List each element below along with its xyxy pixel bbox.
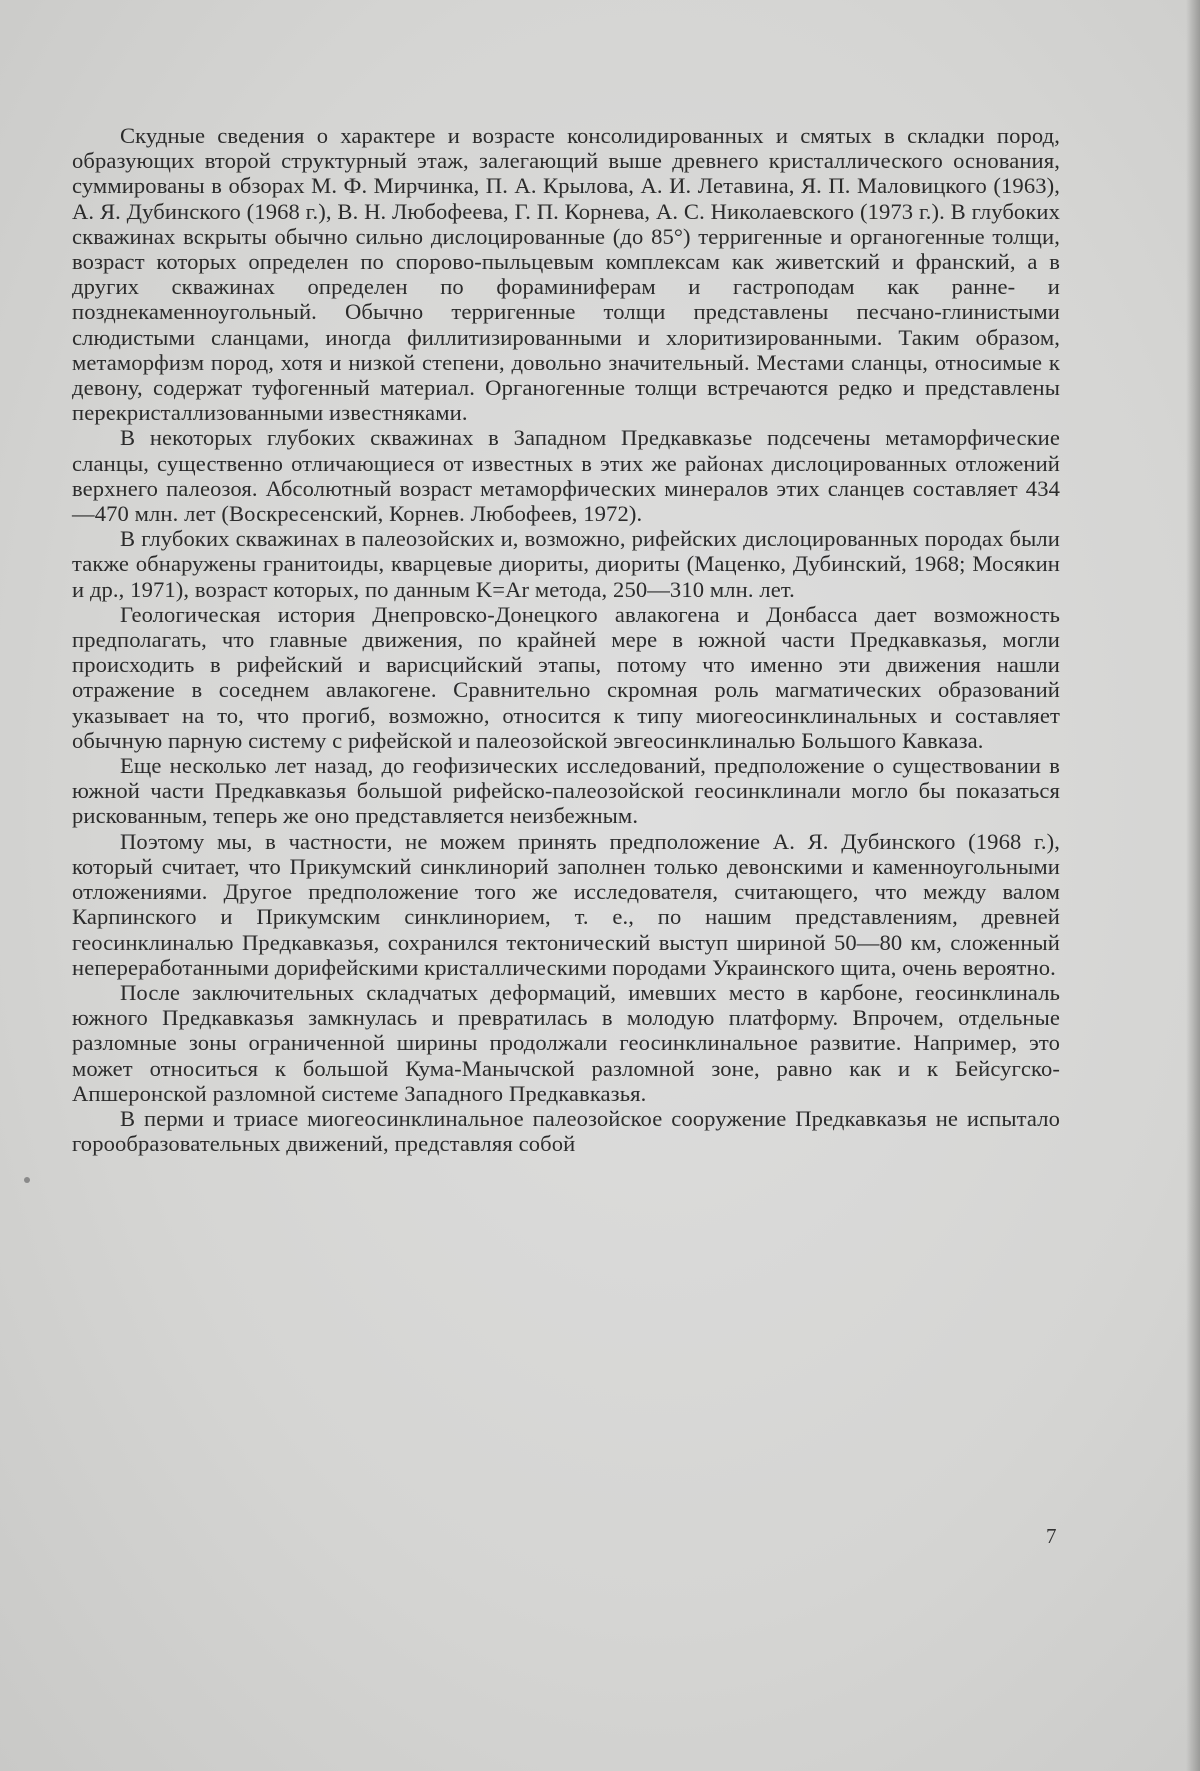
paragraph: Скудные сведения о характере и возрасте консолидированных и смятых в складки пород, образующих второй структурный этаж, залегающий выше древнего кристаллического основания, суммированы в обзорах М. Ф. Мирчинка, П. А. Крылова, А. И. Летавина, Я. П. Маловицкого (1963), А. Я. Дубинского (1968 г.), В. Н. Любофеева, Г. П. Корнева, А. С. Николаевского (1973 г.). В глубоких скважинах вскрыты обычно сильно дислоцированные (до 85°) терригенные и органогенные толщи, возраст которых определен по спорово-пыльцевым комплексам как живетский и франский, а в других скважинах определен по фораминиферам и гастроподам как ранне- и позднекаменноугольный. Обычно терригенные толщи представлены песчано-глинистыми слюдистыми сланцами, иногда филлитизированными и хлоритизированными. Таким образом, метаморфизм пород, хотя и низкой степени, довольно значительный. Местами сланцы, относимые к девону, содержат туфогенный материал. Органогенные толщи встречаются редко и представлены перекристаллизованными известняками. bbox=[72, 123, 1060, 426]
page-number: 7 bbox=[1046, 1524, 1057, 1548]
text-column bbox=[72, 123, 1060, 1156]
paragraph: В некоторых глубоких скважинах в Западном Предкавказье подсечены метаморфические сланцы, существенно отличающиеся от известных в этих же районах дислоцированных отложений верхнего палеозоя. Абсолютный возраст метаморфических минералов этих сланцев составляет 434—470 млн. лет (Воскресенский, Корнев. Любофеев, 1972). bbox=[72, 425, 1060, 527]
paragraph: После заключительных складчатых деформаций, имевших место в карбоне, геосинклиналь южного Предкавказья замкнулась и превратилась в молодую платформу. Впрочем, отдельные разломные зоны ограниченной ширины продолжали геосинклинальное развитие. Например, это может относиться к большой Кума-Манычской разломной зоне, равно как и к Бейсугско-Апшеронской разломной системе Западного Предкавказья. bbox=[72, 979, 1060, 1106]
paragraph: Геологическая история Днепровско-Донецкого авлакогена и Донбасса дает возможность предполагать, что главные движения, по крайней мере в южной части Предкавказья, могли происходить в рифейский и варисцийский этапы, потому что именно эти движения нашли отражение в соседнем авлакогене. Сравнительно скромная роль магматических образований указывает на то, что прогиб, возможно, относится к типу миогеосинклинальных и составляет обычную парную систему с рифейской и палеозойской эвгеосинклиналью Большого Кавказа. bbox=[72, 601, 1060, 753]
scan-speck bbox=[24, 1177, 30, 1183]
paragraph: В перми и триасе миогеосинклинальное палеозойское сооружение Предкавказья не испытало горообразовательных движений, представляя собой bbox=[72, 1105, 1060, 1157]
paragraph: Еще несколько лет назад, до геофизических исследований, предположение о существовании в южной части Предкавказья большой рифейско-палеозойской геосинклинали могло бы показаться рискованным, теперь же оно представляется неизбежным. bbox=[72, 753, 1060, 829]
page-edge-shadow bbox=[1186, 0, 1200, 1771]
paragraph: В глубоких скважинах в палеозойских и, возможно, рифейских дислоцированных породах были также обнаружены гранитоиды, кварцевые диориты, диориты (Маценко, Дубинский, 1968; Мосякин и др., 1971), возраст которых, по данным K=Ar метода, 250—310 млн. лет. bbox=[72, 526, 1060, 602]
paragraph: Поэтому мы, в частности, не можем принять предположение А. Я. Дубинского (1968 г.), который считает, что Прикумский синклинорий заполнен только девонскими и каменноугольными отложениями. Другое предположение того же исследователя, считающего, что между валом Карпинского и Прикумским синклинорием, т. е., по нашим представлениям, древней геосинклиналью Предкавказья, сохранился тектонический выступ шириной 50—80 км, сложенный непереработанными дорифейскими кристаллическими породами Украинского щита, очень вероятно. bbox=[72, 828, 1060, 980]
